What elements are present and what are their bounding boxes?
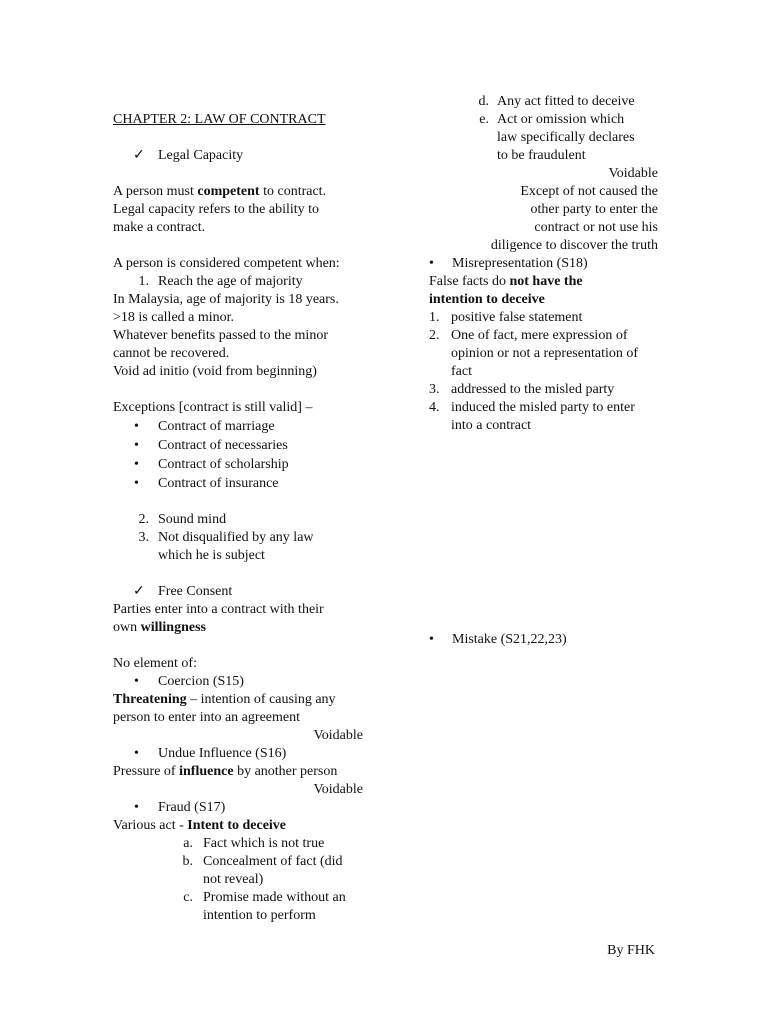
fraud-e (429, 111, 658, 165)
chapter-title: CHAPTER 2: LAW OF CONTRACT (113, 112, 326, 127)
false-bold-2: intention to deceive (429, 292, 545, 307)
misrep-3-num: 3. (429, 382, 440, 397)
left-column (113, 111, 363, 925)
fraud-c-line-1: Promise made without an (203, 890, 346, 905)
false-pre: False facts do (429, 274, 510, 289)
exception-4 (113, 474, 363, 493)
condition-3 (113, 529, 363, 565)
misrep-4-line-2: into a contract (451, 418, 532, 433)
fraud-c (113, 889, 363, 925)
misrep-2 (429, 327, 658, 381)
exception-1-text: Contract of marriage (158, 419, 275, 434)
parties-1: Parties enter into a contract with their (113, 602, 324, 617)
pressure-pre: Pressure of (113, 764, 180, 779)
fraud-e-mark: e. (479, 112, 489, 127)
bullet-icon: • (134, 419, 139, 434)
exception-3 (113, 455, 363, 474)
fraud-a (113, 835, 363, 853)
threat-line-2: person to enter into an agreement (113, 710, 300, 725)
legal-capacity-def-1: Legal capacity refers to the ability to (113, 202, 320, 217)
various-bold: Intent to deceive (187, 818, 287, 833)
fraud-e-line-1: Act or omission which (497, 112, 625, 127)
fraud-b (113, 853, 363, 889)
condition-3-line-1: Not disqualified by any law (158, 530, 314, 545)
misrep-4 (429, 399, 658, 435)
considered-competent: A person is considered competent when: (113, 256, 340, 271)
misrep-2-line-1: One of fact, mere expression of (451, 328, 628, 343)
coercion-text: Coercion (S15) (158, 674, 244, 689)
heading-free-consent (113, 583, 363, 601)
except-3: contract or not use his (534, 220, 658, 235)
mistake-text: Mistake (S21,22,23) (452, 632, 567, 647)
misrep-4-num: 4. (429, 400, 440, 415)
heading-legal-capacity-text: Legal Capacity (158, 148, 244, 163)
bullet-icon: • (429, 256, 434, 271)
voidable-2: Voidable (313, 782, 363, 797)
fraud-c-line-2: intention to perform (203, 908, 316, 923)
various-pre: Various act - (113, 818, 188, 833)
coercion-item (113, 673, 363, 691)
fraud-e-line-3: to be fraudulent (497, 148, 586, 163)
bullet-icon: • (134, 457, 139, 472)
fraud-b-line-1: Concealment of fact (did (203, 854, 343, 869)
majority-2: >18 is called a minor. (113, 310, 235, 325)
misrep-3 (429, 381, 658, 399)
false-facts-line-2 (429, 291, 658, 309)
exceptions-line: Exceptions [contract is still valid] – (113, 400, 313, 415)
bullet-icon: • (134, 438, 139, 453)
exception-3-text: Contract of scholarship (158, 457, 289, 472)
false-bold: not have the (509, 274, 583, 289)
misrep-1-text: positive false statement (451, 310, 583, 325)
voidable-1: Voidable (313, 728, 363, 743)
bullet-icon: • (134, 800, 139, 815)
threat-rest: – intention of causing any (186, 692, 336, 707)
parties-2-pre: own (113, 620, 141, 635)
fraud-a-mark: a. (183, 836, 193, 851)
condition-1-num: 1. (138, 274, 149, 289)
various-line (113, 817, 363, 835)
benefits-1: Whatever benefits passed to the minor (113, 328, 328, 343)
bullet-icon: • (429, 632, 434, 647)
false-facts-line (429, 273, 658, 291)
except-1: Except of not caused the (520, 184, 658, 199)
misrep-2-num: 2. (429, 328, 440, 343)
misrep-text: Misrepresentation (S18) (452, 256, 588, 271)
competent-pre: A person must (113, 184, 198, 199)
fraud-e-line-2: law specifically declares (497, 130, 635, 145)
pressure-post: by another person (233, 764, 338, 779)
fraud-b-mark: b. (182, 854, 193, 869)
fraud-b-line-2: not reveal) (203, 872, 264, 887)
parties-2-bold: willingness (140, 620, 206, 635)
fraud-d-mark: d. (478, 94, 489, 109)
except-2: other party to enter the (530, 202, 658, 217)
bullet-icon: • (134, 476, 139, 491)
threat-bold: Threatening (113, 692, 187, 707)
condition-1 (113, 273, 363, 291)
right-column (429, 93, 658, 435)
pressure-bold: influence (179, 764, 234, 779)
competent-bold: competent (197, 184, 260, 199)
competent-line (113, 183, 363, 201)
fraud-item (113, 799, 363, 817)
condition-1-text: Reach the age of majority (158, 274, 303, 289)
condition-3-line-2: which he is subject (158, 548, 265, 563)
exception-2 (113, 436, 363, 455)
majority-1: In Malaysia, age of majority is 18 years. (113, 292, 339, 307)
fraud-a-text: Fact which is not true (203, 836, 325, 851)
threat-line (113, 691, 363, 709)
condition-2 (113, 511, 363, 529)
undue-text: Undue Influence (S16) (158, 746, 287, 761)
void-line: Void ad initio (void from beginning) (113, 364, 317, 379)
parties-2 (113, 619, 363, 637)
misrep-4-line-1: induced the misled party to enter (451, 400, 635, 415)
benefits-2: cannot be recovered. (113, 346, 230, 361)
except-4: diligence to discover the truth (490, 238, 658, 253)
bullet-icon: • (134, 674, 139, 689)
legal-capacity-def-2: make a contract. (113, 220, 206, 235)
check-mark-icon: ✓ (133, 148, 145, 163)
misrep-2-line-2: opinion or not a representation of (451, 346, 639, 361)
no-element: No element of: (113, 656, 197, 671)
condition-2-num: 2. (138, 512, 149, 527)
condition-3-num: 3. (138, 530, 149, 545)
fraud-c-mark: c. (183, 890, 193, 905)
undue-item (113, 745, 363, 763)
misrep-1 (429, 309, 658, 327)
misrep-1-num: 1. (429, 310, 440, 325)
misrep-item (429, 255, 658, 273)
pressure-line (113, 763, 363, 781)
heading-free-consent-text: Free Consent (158, 584, 233, 599)
exception-1 (113, 417, 363, 436)
misrep-3-text: addressed to the misled party (451, 382, 615, 397)
competent-post: to contract. (259, 184, 327, 199)
voidable-3: Voidable (608, 166, 658, 181)
heading-legal-capacity (113, 147, 363, 165)
fraud-d (429, 93, 658, 111)
exception-2-text: Contract of necessaries (158, 438, 288, 453)
fraud-d-text: Any act fitted to deceive (497, 94, 635, 109)
exception-4-text: Contract of insurance (158, 476, 279, 491)
mistake-item (429, 631, 567, 649)
bullet-icon: • (134, 746, 139, 761)
footer-author: By FHK (607, 943, 655, 958)
condition-2-text: Sound mind (158, 512, 227, 527)
fraud-text: Fraud (S17) (158, 800, 226, 815)
check-mark-icon: ✓ (133, 584, 145, 599)
misrep-2-line-3: fact (451, 364, 472, 379)
